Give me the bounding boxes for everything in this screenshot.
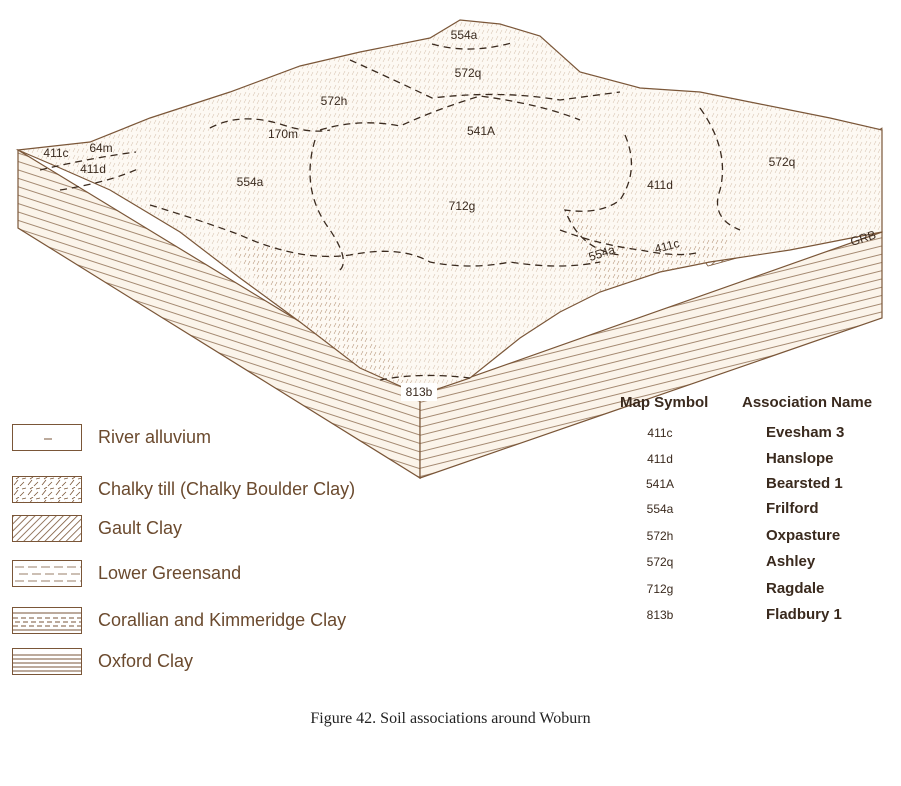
map-label-813b: 813b (405, 385, 433, 399)
key-name-554a: Frilford (766, 500, 819, 517)
key-header-symbol: Map Symbol (620, 394, 709, 411)
map-label-554a: 554a (586, 242, 617, 264)
key-symbol-572h: 572h (646, 529, 674, 543)
map-label-554a: 554a (236, 175, 264, 189)
key-symbol-572q: 572q (646, 555, 674, 569)
map-label-411c: 411c (43, 146, 69, 160)
key-name-411c: Evesham 3 (766, 424, 845, 441)
map-label-64m: 64m (89, 141, 113, 155)
key-name-572q: Ashley (766, 553, 816, 570)
key-symbol-541a: 541A (645, 477, 675, 491)
legend-label-alluvium: River alluvium (98, 427, 212, 447)
map-label-541a: 541A (466, 124, 496, 138)
swatch-corallian (12, 607, 82, 634)
map-label-572q: 572q (768, 155, 796, 169)
legend-label-greensand: Lower Greensand (98, 563, 242, 583)
key-name-411d: Hanslope (766, 450, 834, 467)
key-header-name: Association Name (742, 394, 873, 411)
legend-item-greensand (12, 560, 432, 590)
key-symbol-813b: 813b (646, 608, 674, 622)
key-symbol-411c: 411c (647, 426, 673, 440)
swatch-till (12, 476, 82, 503)
map-label-411c: 411c (653, 236, 681, 257)
map-label-411d: 411d (80, 162, 106, 176)
legend-label-oxford: Oxford Clay (98, 651, 194, 671)
corner-mark: GRB (848, 227, 878, 249)
key-name-813b: Fladbury 1 (766, 606, 842, 623)
map-label-712g: 712g (448, 199, 476, 213)
legend-item-till (12, 476, 432, 506)
key-symbol-712g: 712g (646, 582, 674, 596)
map-label-572h: 572h (320, 94, 348, 108)
key-name-541a: Bearsted 1 (766, 475, 843, 492)
swatch-greensand (12, 560, 82, 587)
legend-label-gault: Gault Clay (98, 518, 183, 538)
key-symbol-411d: 411d (647, 452, 673, 466)
key-name-712g: Ragdale (766, 580, 825, 597)
legend-item-corallian (12, 607, 432, 637)
legend-item-gault (12, 515, 432, 545)
map-label-411d: 411d (647, 178, 673, 192)
swatch-oxford (12, 648, 82, 675)
map-label-554a: 554a (450, 28, 478, 42)
key-name-572h: Oxpasture (766, 527, 841, 544)
key-symbol-554a: 554a (646, 502, 674, 516)
map-label-170m: 170m (267, 127, 299, 141)
swatch-alluvium (12, 424, 82, 451)
legend-label-corallian: Corallian and Kimmeridge Clay (98, 610, 347, 630)
legend-item-oxford (12, 648, 432, 678)
legend-label-till: Chalky till (Chalky Boulder Clay) (98, 479, 356, 499)
legend-item-alluvium (12, 424, 432, 454)
map-label-572q: 572q (454, 66, 482, 80)
swatch-gault (12, 515, 82, 542)
figure-caption: Figure 42. Soil associations around Woburn (310, 710, 591, 727)
